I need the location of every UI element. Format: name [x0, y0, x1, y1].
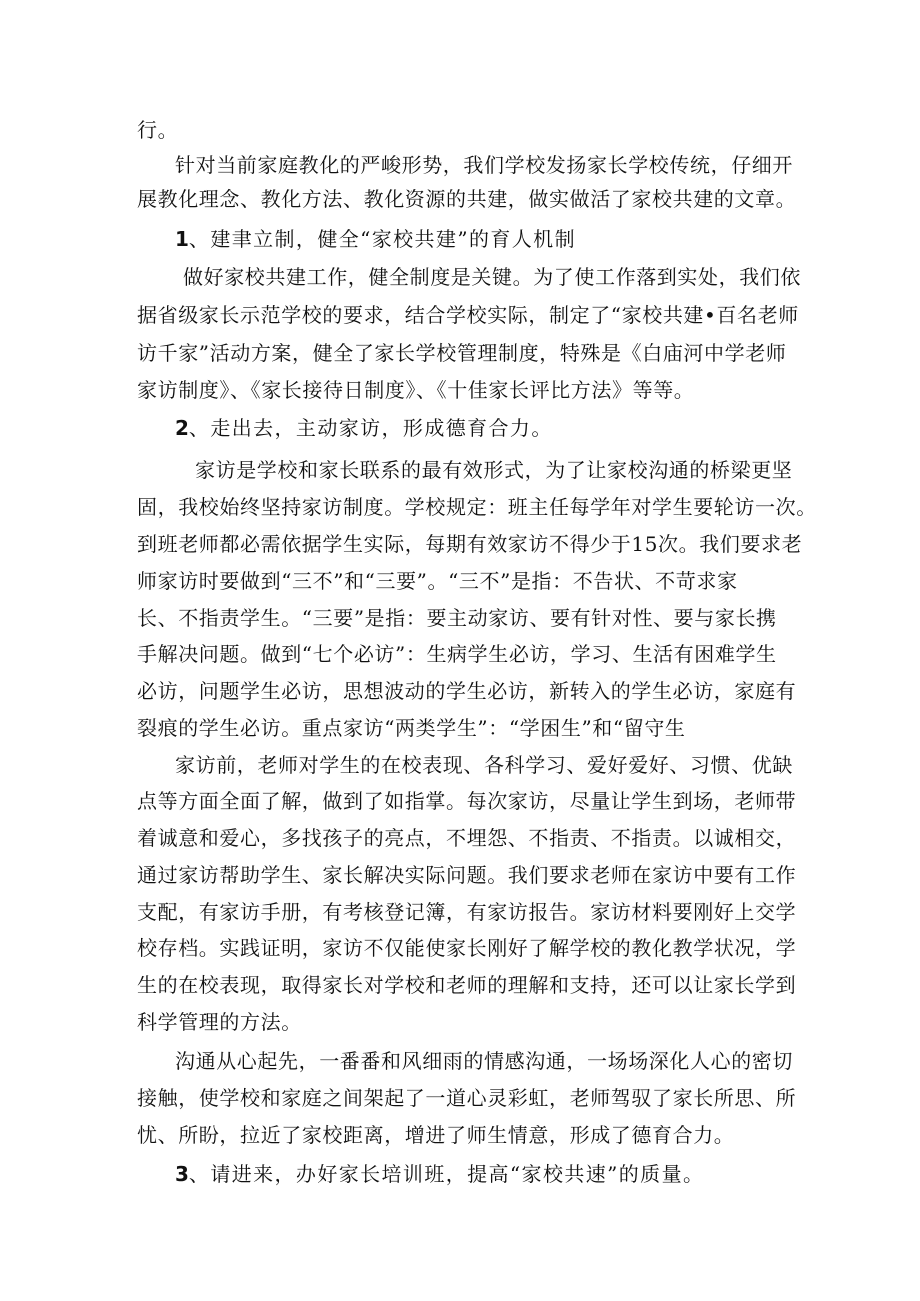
paragraph-line: 裂痕的学生必访。重点家访“两类学生”：“学困生”和“留守生 [137, 716, 686, 740]
paragraph-line: 接触，使学校和家庭之间架起了一道心灵彩虹，老师驾驭了家长所思、所 [137, 1086, 797, 1110]
paragraph-line: 手解决问题。做到“七个必访”：生病学生必访，学习、生活有困难学生 [137, 642, 777, 666]
paragraph-line: 支配，有家访手册，有考核登记簿，有家访报告。家访材料要刚好上交学 [137, 900, 797, 924]
section-title: 、请进来，办好家长培训班，提高“家校共速”的质量。 [188, 1162, 705, 1186]
paragraph-line: 科学管理的方法。 [137, 1010, 302, 1034]
paragraph-line: 师家访时要做到“三不”和“三要”。“三不”是指：不告状、不苛求家 [137, 569, 738, 593]
paragraph-line: 针对当前家庭教化的严峻形势，我们学校发扬家长学校传统，仔细开 [175, 153, 793, 177]
section-heading-2 [175, 415, 553, 441]
section-heading-1 [175, 226, 576, 252]
paragraph-line: 展教化理念、教化方法、教化资源的共建，做实做活了家校共建的文章。 [137, 187, 797, 211]
paragraph-line: 通过家访帮助学生、家长解决实际问题。我们要求老师在家访中要有工作 [137, 863, 797, 887]
paragraph-line: 据省级家长示范学校的要求，结合学校实际，制定了“家校共建•百名老师 [137, 303, 799, 327]
paragraph-line: 长、不指责学生。“三要”是指：要主动家访、要有针对性、要与家长携 [137, 606, 777, 630]
paragraph-line: 沟通从心起先，一番番和风细雨的情感沟通，一场场深化人心的密切 [175, 1049, 793, 1073]
paragraph-line: 家访制度》、《家长接待日制度》、《十佳家长评比方法》等等。 [137, 378, 695, 402]
section-title: 、走出去，主动家访，形成德育合力。 [188, 416, 553, 440]
section-number: 2 [175, 416, 189, 440]
paragraph-line: 家访是学校和家长联系的最有效形式，为了让家校沟通的桥梁更坚 [195, 458, 793, 482]
paragraph-line: 必访，问题学生必访，思想波动的学生必访，新转入的学生必访，家庭有 [137, 679, 797, 703]
paragraph-line: 家访前，老师对学生的在校表现、各科学习、爱好爱好、习惯、优缺 [175, 753, 793, 777]
section-number: 3 [175, 1162, 189, 1186]
paragraph-line: 固，我校始终坚持家访制度。学校规定：班主任每学年对学生要轮访一次。 [137, 495, 817, 519]
paragraph-line: 到班老师都必需依据学生实际，每期有效家访不得少于15次。我们要求老 [137, 532, 803, 556]
paragraph-line: 生的在校表现，取得家长对学校和老师的理解和支持，还可以让家长学到 [137, 973, 797, 997]
paragraph-line: 行。 [137, 118, 179, 142]
section-heading-3 [175, 1161, 704, 1187]
paragraph-line: 点等方面全面了解，做到了如指掌。每次家访，尽量让学生到场，老师带 [137, 789, 797, 813]
section-title: 、建聿立制，健全“家校共建”的育人机制 [188, 227, 576, 251]
section-number: 1 [175, 227, 189, 251]
paragraph-line: 忧、所盼，拉近了家校距离，增进了师生情意，形成了德育合力。 [137, 1123, 735, 1147]
paragraph-line: 做好家校共建工作，健全制度是关键。为了使工作落到实处，我们依 [183, 265, 801, 289]
paragraph-line: 着诚意和爱心，多找孩子的亮点，不埋怨、不指责、不指责。以诚相交， [137, 826, 797, 850]
paragraph-line: 访千家”活动方案，健全了家长学校管理制度，特殊是《白庙河中学老师 [137, 341, 787, 365]
paragraph-line: 校存档。实践证明，家访不仅能使家长刚好了解学校的教化教学状况，学 [137, 936, 797, 960]
